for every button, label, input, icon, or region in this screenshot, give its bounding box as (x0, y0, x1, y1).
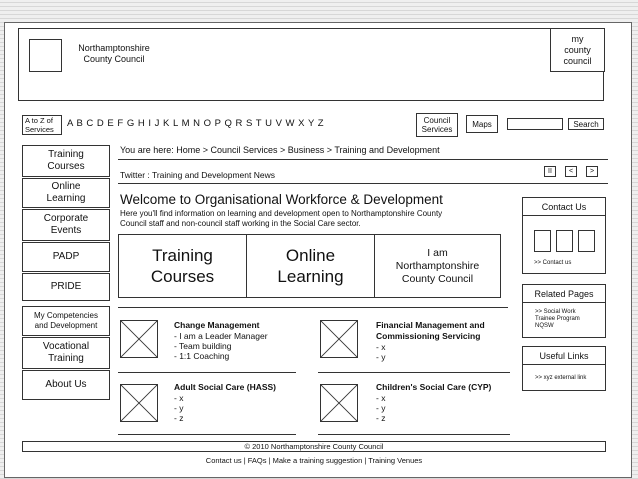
feature-item[interactable]: - x (376, 393, 386, 403)
search-button[interactable]: Search (568, 118, 604, 130)
useful-links-heading: Useful Links (523, 347, 605, 365)
nav-label: PADP (52, 251, 80, 262)
divider (118, 183, 608, 184)
az-label-line1: A to Z of (25, 116, 53, 125)
feature-title[interactable]: Commissioning Servicing (376, 331, 481, 341)
external-link[interactable]: >> xyz external link (535, 375, 587, 381)
feature-item[interactable]: - y (174, 403, 184, 413)
big-button-label: Learning (277, 267, 344, 286)
site-header (18, 28, 604, 101)
my-county-line1: my (571, 33, 584, 44)
feature-item[interactable]: - I am a Leader Manager (174, 331, 268, 341)
nav-online-learning[interactable] (22, 178, 110, 208)
nav-pride[interactable] (22, 273, 110, 301)
related-link-line[interactable]: NQSW (535, 323, 554, 329)
council-name (69, 43, 159, 65)
nav-training-courses[interactable] (22, 145, 110, 177)
footer-copyright: © 2010 Northamptonshire County Council (22, 441, 606, 452)
online-learning-button[interactable] (246, 234, 375, 298)
feature-item[interactable]: - 1:1 Coaching (174, 351, 230, 361)
next-button[interactable]: > (586, 166, 598, 177)
feature-title[interactable]: Change Management (174, 320, 260, 330)
related-link-line[interactable]: Trainee Program (535, 316, 580, 322)
nav-label: Courses (47, 161, 85, 172)
useful-links-panel (522, 346, 606, 391)
nav-label: and Development (34, 321, 98, 330)
welcome-title: Welcome to Organisational Workforce & Development (120, 192, 443, 207)
my-county-line3: council (563, 55, 592, 66)
nav-vocational-training[interactable] (22, 337, 110, 369)
feature-item[interactable]: - x (174, 393, 184, 403)
image-placeholder-icon (121, 321, 157, 357)
training-courses-button[interactable] (118, 234, 247, 298)
big-button-label: County Council (401, 272, 474, 285)
nav-label: Training (48, 149, 84, 160)
big-button-label: I am (427, 246, 448, 259)
nav-label: Corporate (43, 213, 89, 224)
az-label-line2: Services (25, 125, 54, 134)
placeholder-image[interactable] (120, 320, 158, 358)
feature-title[interactable]: Children's Social Care (CYP) (376, 382, 492, 392)
search-input[interactable] (507, 118, 563, 130)
image-placeholder-icon (321, 385, 357, 421)
placeholder-image[interactable] (320, 384, 358, 422)
feature-adult-social-care[interactable] (174, 382, 276, 423)
feature-item[interactable]: - x (376, 342, 386, 352)
council-services-line2: Services (421, 125, 453, 134)
pause-button[interactable]: II (544, 166, 556, 177)
divider (318, 434, 510, 435)
contact-icon[interactable] (578, 230, 595, 252)
council-name-line1: Northamptonshire (78, 43, 150, 53)
breadcrumb[interactable]: You are here: Home > Council Services > Business > Training and Development (120, 145, 440, 155)
image-placeholder-icon (321, 321, 357, 357)
council-services-button[interactable] (416, 113, 458, 137)
feature-item[interactable]: - y (376, 352, 386, 362)
divider (118, 159, 608, 160)
nav-label: Online (51, 181, 81, 192)
i-am-nccc-button[interactable] (374, 234, 501, 298)
related-pages-panel (522, 284, 606, 338)
divider (118, 372, 296, 373)
my-county-council-button[interactable] (550, 28, 605, 72)
footer-links[interactable]: Contact us | FAQs | Make a training suggestion | Training Venues (205, 456, 423, 465)
big-button-label: Online (285, 246, 336, 265)
council-name-line2: County Council (83, 54, 145, 64)
nav-corporate-events[interactable] (22, 209, 110, 241)
nav-label: Events (50, 225, 82, 236)
big-button-label: Northamptonshire (395, 259, 480, 272)
related-pages-heading: Related Pages (523, 285, 605, 303)
big-button-label: Training (152, 246, 213, 265)
welcome-text-line1: Here you'll find information on learning and development open to Northamptonshire County (120, 209, 443, 218)
maps-button[interactable]: Maps (466, 115, 498, 133)
twitter-feed[interactable]: Twitter : Training and Development News (120, 170, 275, 180)
related-page-link[interactable] (535, 309, 580, 330)
feature-change-management[interactable] (174, 320, 268, 361)
nav-label: Training (48, 353, 84, 364)
contact-us-panel (522, 197, 606, 274)
feature-item[interactable]: - z (174, 413, 184, 423)
placeholder-image[interactable] (120, 384, 158, 422)
contact-icon[interactable] (534, 230, 551, 252)
nav-about-us[interactable] (22, 370, 110, 400)
welcome-text (120, 209, 490, 229)
a-to-z-letters[interactable]: A B C D E F G H I J K L M N O P Q R S T U V W X Y Z (67, 118, 325, 129)
a-to-z-services-link[interactable] (22, 115, 62, 135)
big-button-label: Courses (150, 267, 215, 286)
council-logo[interactable] (29, 39, 62, 72)
image-placeholder-icon (121, 385, 157, 421)
related-link-line[interactable]: >> Social Work (535, 309, 576, 315)
contact-icon[interactable] (556, 230, 573, 252)
contact-us-link[interactable]: >> Contact us (534, 260, 572, 266)
nav-label: PRIDE (50, 281, 82, 292)
nav-label: Learning (46, 193, 86, 204)
previous-button[interactable]: < (565, 166, 577, 177)
council-services-line1: Council (423, 116, 451, 125)
feature-item[interactable]: - y (376, 403, 386, 413)
welcome-text-line2: Council staff and non-council staff working in the Social Care sector. (120, 219, 361, 228)
divider (118, 434, 296, 435)
feature-title[interactable]: Adult Social Care (HASS) (174, 382, 277, 392)
nav-label: My Competencies (33, 311, 99, 320)
nav-my-competencies[interactable] (22, 306, 110, 336)
my-county-line2: county (564, 44, 591, 55)
feature-financial-management[interactable] (376, 320, 485, 362)
nav-padp[interactable] (22, 242, 110, 272)
placeholder-image[interactable] (320, 320, 358, 358)
feature-item[interactable]: - z (376, 413, 386, 423)
feature-childrens-social-care[interactable] (376, 382, 491, 423)
divider (318, 372, 510, 373)
contact-us-heading: Contact Us (523, 198, 605, 216)
feature-item[interactable]: - Team building (174, 341, 232, 351)
nav-label: About Us (45, 379, 87, 390)
nav-label: Vocational (42, 341, 90, 352)
feature-title[interactable]: Financial Management and (376, 320, 485, 330)
divider (118, 307, 508, 308)
